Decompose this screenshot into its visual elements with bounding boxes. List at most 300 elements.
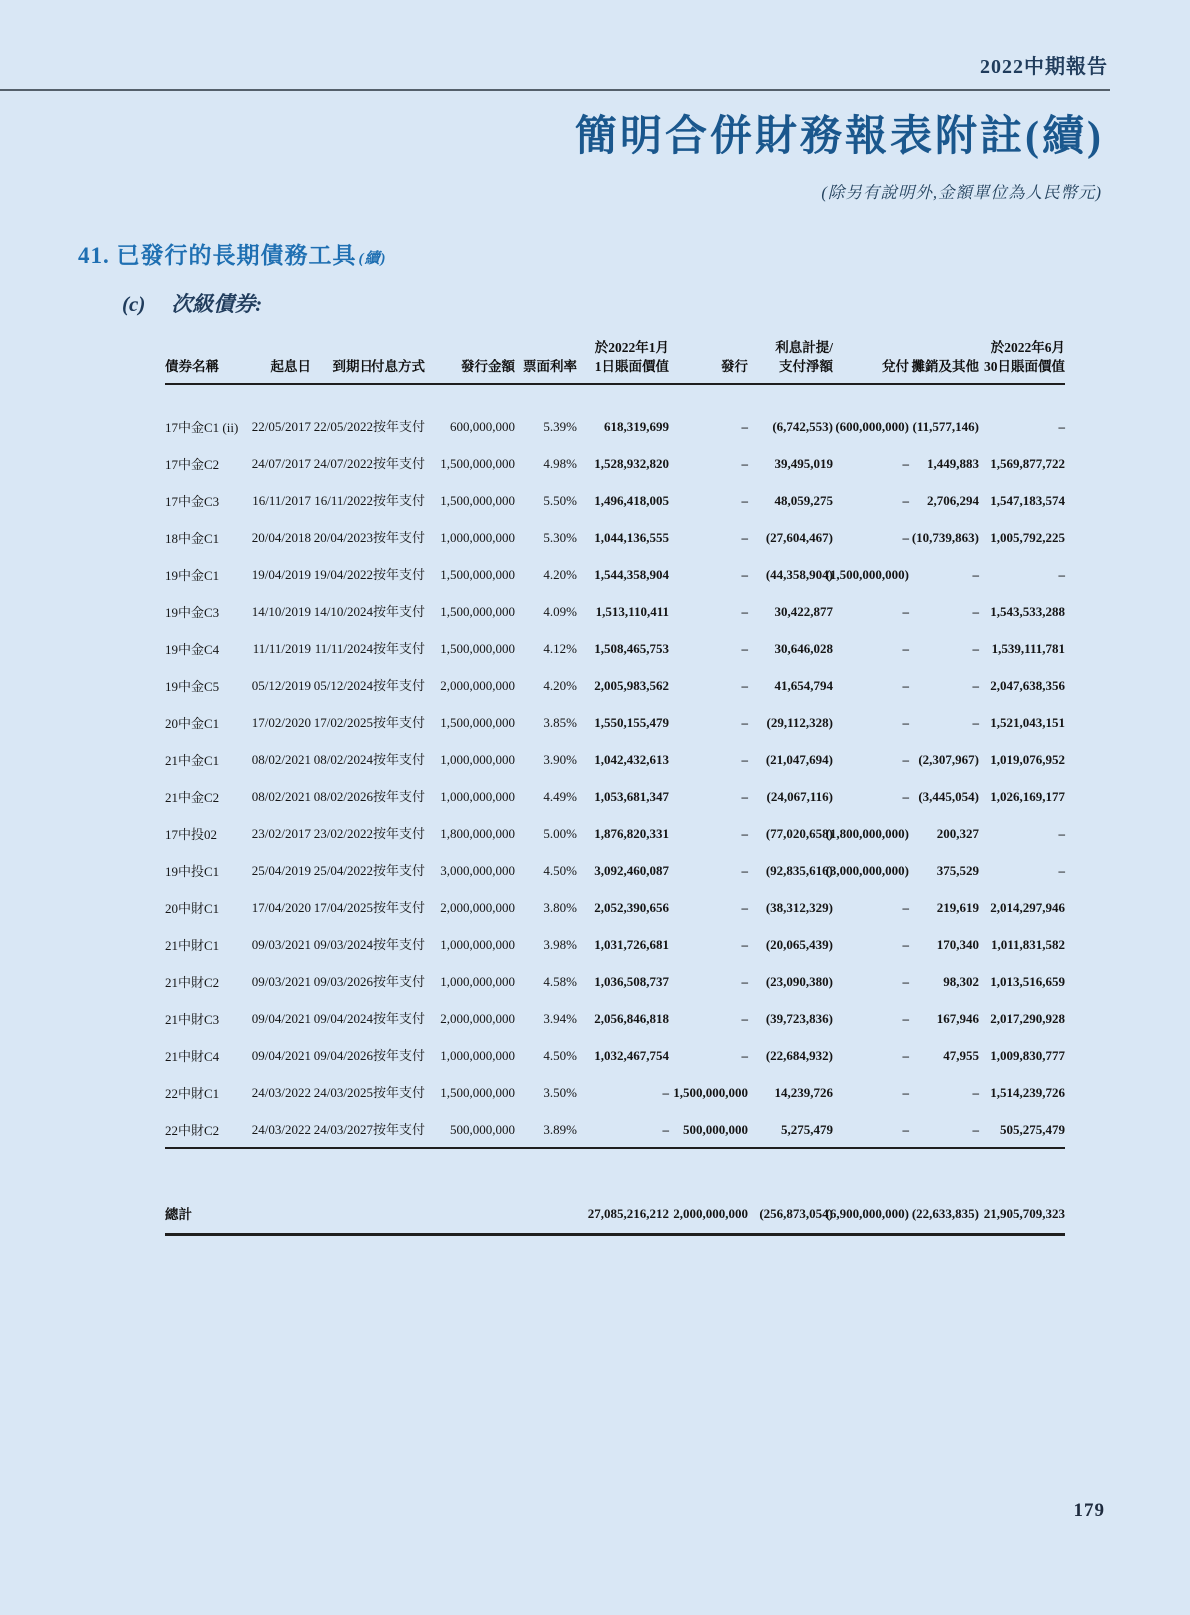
cell: 16/11/2022 <box>314 493 373 509</box>
cell: 3,092,460,087 <box>594 863 669 879</box>
cell: 1,013,516,659 <box>990 974 1065 990</box>
cell: 09/03/2021 <box>251 937 311 953</box>
cell: 19/04/2019 <box>251 567 311 583</box>
cell: 按年支付 <box>372 974 425 990</box>
cell: 1,036,508,737 <box>594 974 669 990</box>
cell: 2,052,390,656 <box>594 900 669 916</box>
cell: 4.09% <box>543 604 577 620</box>
cell: 09/04/2021 <box>251 1011 311 1027</box>
cell: 4.12% <box>543 641 577 657</box>
cell: 1,500,000,000 <box>440 456 515 472</box>
cell: 1,009,830,777 <box>990 1048 1065 1064</box>
cell: (21,047,694) <box>765 752 833 768</box>
cell: 4.20% <box>543 567 577 583</box>
cell: 21,905,709,323 <box>979 1197 1065 1235</box>
cell: 5.50% <box>543 493 577 509</box>
cell: 2,005,983,562 <box>594 678 669 694</box>
column-header-11: 攤銷及其他 <box>909 338 979 384</box>
cell: 5.00% <box>543 826 577 842</box>
cell: 24/03/2022 <box>251 1085 311 1101</box>
cell: 3.85% <box>543 715 577 731</box>
cell: 3.90% <box>543 752 577 768</box>
cell: 1,000,000,000 <box>440 937 515 953</box>
page-number: 179 <box>1073 1500 1105 1521</box>
cell: 5.30% <box>543 530 577 546</box>
cell: 2,000,000,000 <box>440 678 515 694</box>
cell: 1,500,000,000 <box>440 715 515 731</box>
cell: 3,000,000,000 <box>440 863 515 879</box>
cell: 500,000,000 <box>425 1110 515 1148</box>
table-row <box>165 888 1065 925</box>
cell: 按年支付 <box>372 863 425 879</box>
cell: 1,496,418,005 <box>594 493 669 509</box>
cell: 按年支付 <box>373 1110 425 1148</box>
subsection-title: 次級債券: <box>171 292 263 317</box>
cell: 1,026,169,177 <box>990 789 1065 805</box>
cell: 2,000,000,000 <box>440 1011 515 1027</box>
cell: 41,654,794 <box>774 678 833 694</box>
cell: 24/07/2022 <box>313 456 373 472</box>
cell: 1,053,681,347 <box>594 789 669 805</box>
cell: (77,020,658) <box>765 826 833 842</box>
cell <box>311 1197 373 1235</box>
table-row <box>165 740 1065 777</box>
cell: 按年支付 <box>372 641 425 657</box>
cell: 98,302 <box>943 974 979 990</box>
cell: 按年支付 <box>372 1085 425 1101</box>
table-body <box>165 384 1065 1148</box>
cell: 167,946 <box>936 1011 979 1027</box>
column-header-8: 發行 <box>669 338 748 384</box>
cell: – <box>741 456 748 472</box>
cell: 170,340 <box>936 937 979 953</box>
bond-name: 21中金C1 <box>165 753 220 769</box>
cell: 1,019,076,952 <box>990 752 1065 768</box>
cell: 按年支付 <box>372 937 425 953</box>
cell: 3.89% <box>515 1110 577 1148</box>
cell: 1,000,000,000 <box>440 752 515 768</box>
cell: 按年支付 <box>372 826 425 842</box>
cell: 20/04/2023 <box>313 530 373 546</box>
cell: 17/02/2020 <box>251 715 311 731</box>
table-row <box>165 481 1065 518</box>
bond-name: 20中財C1 <box>165 901 220 917</box>
subordinated-bonds-table <box>165 338 1065 1236</box>
cell: – <box>902 493 909 509</box>
cell: – <box>741 604 748 620</box>
cell: (3,000,000,000) <box>825 863 909 879</box>
cell: 20/04/2018 <box>251 530 311 546</box>
cell: (38,312,329) <box>765 900 833 916</box>
cell: 4.20% <box>543 678 577 694</box>
cell: 30,646,028 <box>774 641 833 657</box>
cell: 08/02/2026 <box>313 789 373 805</box>
cell: 1,000,000,000 <box>440 1048 515 1064</box>
section-title: 已發行的長期債務工具 <box>116 243 357 269</box>
bond-name: 18中金C1 <box>165 531 220 547</box>
table-row <box>165 555 1065 592</box>
cell: – <box>741 493 748 509</box>
cell: 4.50% <box>543 1048 577 1064</box>
cell: 5.39% <box>543 419 577 435</box>
cell: 1,044,136,555 <box>594 530 669 546</box>
cell: (2,307,967) <box>918 752 979 768</box>
column-header-10: 兌付 <box>833 338 909 384</box>
cell: 按年支付 <box>372 604 425 620</box>
cell: (6,900,000,000) <box>833 1197 909 1235</box>
table-row <box>165 518 1065 555</box>
cell: 24/03/2025 <box>313 1085 373 1101</box>
cell: 219,619 <box>936 900 979 916</box>
cell: 1,500,000,000 <box>440 493 515 509</box>
cell: 05/12/2019 <box>251 678 311 694</box>
cell: 08/02/2024 <box>313 752 373 768</box>
cell: – <box>662 1085 669 1101</box>
cell: 08/02/2021 <box>251 789 311 805</box>
cell: – <box>972 715 979 731</box>
table-row <box>165 629 1065 666</box>
cell: 22/05/2017 <box>251 419 311 435</box>
cell: 1,032,467,754 <box>594 1048 669 1064</box>
table-row <box>165 592 1065 629</box>
column-header-9: 利息計提/ 支付淨額 <box>748 338 833 384</box>
cell: 48,059,275 <box>774 493 833 509</box>
cell: – <box>741 567 748 583</box>
cell: (39,723,836) <box>765 1011 833 1027</box>
cell: – <box>577 1110 669 1148</box>
cell: 3.98% <box>543 937 577 953</box>
cell: (92,835,616) <box>765 863 833 879</box>
cell: 按年支付 <box>372 715 425 731</box>
cell: 3.50% <box>543 1085 577 1101</box>
cell: 14,239,726 <box>774 1085 833 1101</box>
cell: 1,005,792,225 <box>990 530 1065 546</box>
cell: 09/04/2021 <box>251 1048 311 1064</box>
cell: (29,112,328) <box>766 715 833 731</box>
cell: 4.58% <box>543 974 577 990</box>
cell: – <box>741 937 748 953</box>
cell: 2,056,846,818 <box>594 1011 669 1027</box>
cell: (20,065,439) <box>765 937 833 953</box>
cell: 1,500,000,000 <box>673 1085 748 1101</box>
column-header-1: 債券名稱 <box>165 338 251 384</box>
cell: 08/02/2021 <box>251 752 311 768</box>
total-label: 總計 <box>165 1197 251 1235</box>
cell: 1,500,000,000 <box>440 604 515 620</box>
bond-name: 21中財C1 <box>165 938 220 954</box>
total-row <box>165 1197 1065 1235</box>
cell: 27,085,216,212 <box>577 1197 669 1235</box>
table-row <box>165 814 1065 851</box>
table-row <box>165 962 1065 999</box>
cell: – <box>902 789 909 805</box>
cell: 11/11/2024 <box>314 641 373 657</box>
cell: – <box>1058 567 1065 583</box>
cell: – <box>902 1011 909 1027</box>
cell: 24/07/2017 <box>251 456 311 472</box>
header-rule <box>0 89 1110 91</box>
cell: 39,495,019 <box>774 456 833 472</box>
cell: 1,031,726,681 <box>594 937 669 953</box>
cell: 1,513,110,411 <box>595 604 669 620</box>
cell: (11,577,146) <box>912 419 979 435</box>
cell: (3,445,054) <box>918 789 979 805</box>
cell: (44,358,904) <box>765 567 833 583</box>
bond-name: 17中金C2 <box>165 457 220 473</box>
bond-name: 17中金C3 <box>165 494 220 510</box>
cell: 按年支付 <box>372 530 425 546</box>
column-header-12: 於2022年6月 30日賬面價值 <box>979 338 1065 384</box>
cell: – <box>741 1048 748 1064</box>
table-row <box>165 1036 1065 1073</box>
column-header-4: 付息方式 <box>373 338 425 384</box>
cell: 1,011,831,582 <box>990 937 1065 953</box>
cell: – <box>902 1048 909 1064</box>
cell: 按年支付 <box>372 678 425 694</box>
subsection-heading <box>122 288 1190 318</box>
cell: – <box>1058 826 1065 842</box>
cell: 1,449,883 <box>927 456 979 472</box>
cell: (22,633,835) <box>909 1197 979 1235</box>
cell: (1,800,000,000) <box>825 826 909 842</box>
bond-name: 22中財C1 <box>165 1086 220 1102</box>
table-row <box>165 703 1065 740</box>
cell: 2,017,290,928 <box>990 1011 1065 1027</box>
cell: 1,543,533,288 <box>990 604 1065 620</box>
cell: – <box>902 1085 909 1101</box>
cell: (27,604,467) <box>765 530 833 546</box>
bond-name: 17中金C1 (ii) <box>165 420 239 436</box>
cell: 1,544,358,904 <box>594 567 669 583</box>
cell: (6,742,553) <box>772 419 833 435</box>
cell: – <box>741 419 748 435</box>
cell: 4.98% <box>543 456 577 472</box>
cell: – <box>741 974 748 990</box>
table-row <box>165 666 1065 703</box>
cell: 1,000,000,000 <box>440 530 515 546</box>
cell: 1,514,239,726 <box>990 1085 1065 1101</box>
cell: 按年支付 <box>372 752 425 768</box>
cell: 1,508,465,753 <box>594 641 669 657</box>
cell: 19/04/2022 <box>313 567 373 583</box>
bond-name: 20中金C1 <box>165 716 220 732</box>
cell: – <box>741 678 748 694</box>
cell: – <box>902 604 909 620</box>
cell: 1,876,820,331 <box>594 826 669 842</box>
column-header-7: 於2022年1月 1日賬面價值 <box>577 338 669 384</box>
cell: 按年支付 <box>372 493 425 509</box>
cell: – <box>1058 419 1065 435</box>
cell: – <box>902 678 909 694</box>
cell: 17/04/2025 <box>313 900 373 916</box>
cell <box>251 1197 311 1235</box>
cell: 4.50% <box>543 863 577 879</box>
bond-name: 19中金C5 <box>165 679 220 695</box>
cell: 2,014,297,946 <box>990 900 1065 916</box>
cell: – <box>902 715 909 731</box>
table-row <box>165 851 1065 888</box>
table-gap-row <box>165 1148 1065 1197</box>
bond-name: 21中財C2 <box>165 975 220 991</box>
cell: – <box>902 456 909 472</box>
cell: – <box>902 974 909 990</box>
cell: 16/11/2017 <box>252 493 311 509</box>
cell: 1,000,000,000 <box>440 974 515 990</box>
cell: – <box>741 1011 748 1027</box>
cell: – <box>741 752 748 768</box>
table-row <box>165 999 1065 1036</box>
bond-name: 21中財C3 <box>165 1012 220 1028</box>
cell: – <box>1058 863 1065 879</box>
cell: 17/02/2025 <box>313 715 373 731</box>
cell: 05/12/2024 <box>313 678 373 694</box>
bond-name: 21中財C4 <box>165 1049 220 1065</box>
column-header-3: 到期日 <box>311 338 373 384</box>
cell <box>373 1197 425 1235</box>
bond-name: 19中投C1 <box>165 864 220 880</box>
cell: 47,955 <box>943 1048 979 1064</box>
cell: – <box>833 1110 909 1148</box>
cell: 505,275,479 <box>979 1110 1065 1148</box>
cell: 09/03/2021 <box>251 974 311 990</box>
cell: (22,684,932) <box>765 1048 833 1064</box>
cell: 14/10/2019 <box>251 604 311 620</box>
cell: 按年支付 <box>372 419 425 435</box>
cell: 按年支付 <box>372 789 425 805</box>
cell: 09/04/2024 <box>313 1011 373 1027</box>
cell: 按年支付 <box>372 456 425 472</box>
cell: (23,090,380) <box>765 974 833 990</box>
cell: 按年支付 <box>372 900 425 916</box>
cell: 5,275,479 <box>748 1110 833 1148</box>
page-header <box>0 0 1190 91</box>
bond-name: 19中金C4 <box>165 642 220 658</box>
cell: 2,000,000,000 <box>669 1197 748 1235</box>
column-header-6: 票面利率 <box>515 338 577 384</box>
cell: – <box>902 641 909 657</box>
cell: – <box>741 900 748 916</box>
cell: (10,739,863) <box>911 530 979 546</box>
subsection-label: (c) <box>122 292 146 317</box>
cell: 500,000,000 <box>669 1110 748 1148</box>
cell: 2,706,294 <box>927 493 979 509</box>
section-number: 41. <box>78 243 110 269</box>
table-row <box>165 777 1065 814</box>
cell: 30,422,877 <box>774 604 833 620</box>
cell: 1,500,000,000 <box>440 567 515 583</box>
cell: 25/04/2019 <box>251 863 311 879</box>
table-row <box>165 1110 1065 1148</box>
cell: 4.49% <box>543 789 577 805</box>
table-row <box>165 407 1065 444</box>
cell: 600,000,000 <box>450 419 515 435</box>
cell: 1,042,432,613 <box>594 752 669 768</box>
table-row <box>165 444 1065 481</box>
column-header-5: 發行金額 <box>425 338 515 384</box>
cell: – <box>972 641 979 657</box>
cell: – <box>741 530 748 546</box>
cell: 3.80% <box>543 900 577 916</box>
cell: – <box>909 1110 979 1148</box>
cell: – <box>972 678 979 694</box>
report-badge: 2022中期報告 <box>980 56 1108 78</box>
bond-name: 17中投02 <box>165 827 218 843</box>
column-header-2: 起息日 <box>251 338 311 384</box>
cell: – <box>902 900 909 916</box>
cell: 14/10/2024 <box>313 604 373 620</box>
cell: – <box>741 789 748 805</box>
cell: 23/02/2017 <box>251 826 311 842</box>
cell: (256,873,054) <box>748 1197 833 1235</box>
bond-name: 19中金C1 <box>165 568 220 584</box>
cell: 按年支付 <box>372 1011 425 1027</box>
bond-name: 22中財C2 <box>165 1110 251 1148</box>
cell: 17/04/2020 <box>251 900 311 916</box>
table-header-row <box>165 338 1065 384</box>
cell: 1,528,932,820 <box>594 456 669 472</box>
table-row <box>165 925 1065 962</box>
cell: 24/03/2022 <box>251 1110 311 1148</box>
cell: 24/03/2027 <box>311 1110 373 1148</box>
cell: 09/03/2024 <box>313 937 373 953</box>
cell: 23/02/2022 <box>313 826 373 842</box>
cell: 1,521,043,151 <box>990 715 1065 731</box>
cell: (600,000,000) <box>835 419 909 435</box>
cell: 2,000,000,000 <box>440 900 515 916</box>
cell: 按年支付 <box>372 1048 425 1064</box>
cell: 618,319,699 <box>604 419 669 435</box>
cell: 09/04/2026 <box>313 1048 373 1064</box>
page-subtitle: (除另有說明外,金額單位為人民幣元) <box>821 183 1102 203</box>
cell: – <box>741 715 748 731</box>
cell: – <box>741 826 748 842</box>
cell: 1,500,000,000 <box>440 641 515 657</box>
bond-name: 21中金C2 <box>165 790 220 806</box>
bond-name: 19中金C3 <box>165 605 220 621</box>
cell: 375,529 <box>936 863 979 879</box>
cell: 1,000,000,000 <box>440 789 515 805</box>
cell: 11/11/2019 <box>252 641 311 657</box>
cell: 25/04/2022 <box>313 863 373 879</box>
cell: (24,067,116) <box>766 789 833 805</box>
cell: – <box>741 641 748 657</box>
header-spacer-row <box>165 384 1065 407</box>
cell: 1,547,183,574 <box>990 493 1065 509</box>
table-row <box>165 1073 1065 1110</box>
page-title: 簡明合併財務報表附註(續) <box>575 114 1104 160</box>
cell: – <box>972 567 979 583</box>
cell: – <box>741 863 748 879</box>
cell: 1,550,155,479 <box>594 715 669 731</box>
cell <box>425 1197 515 1235</box>
cell: – <box>902 530 909 546</box>
cell: (1,500,000,000) <box>825 567 909 583</box>
section-continued-marker: (續) <box>358 251 387 268</box>
cell: 09/03/2026 <box>313 974 373 990</box>
cell: 按年支付 <box>372 567 425 583</box>
cell <box>515 1197 577 1235</box>
cell: 1,500,000,000 <box>440 1085 515 1101</box>
cell: – <box>972 604 979 620</box>
cell: 1,539,111,781 <box>991 641 1065 657</box>
cell: – <box>972 1085 979 1101</box>
cell: – <box>902 752 909 768</box>
cell: – <box>902 937 909 953</box>
cell: 3.94% <box>543 1011 577 1027</box>
cell: 2,047,638,356 <box>990 678 1065 694</box>
cell: 1,569,877,722 <box>990 456 1065 472</box>
section-heading <box>78 237 1190 270</box>
